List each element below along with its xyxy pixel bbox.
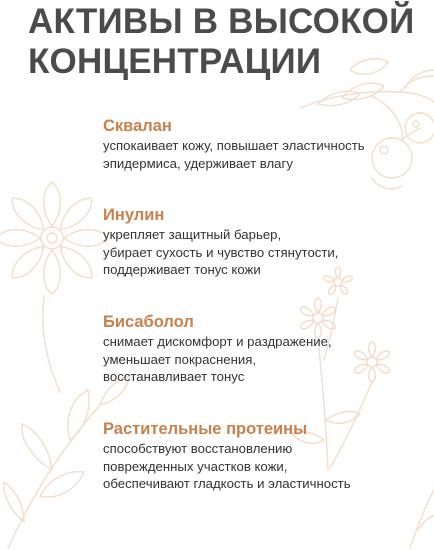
active-item-bisabolol bbox=[103, 312, 428, 386]
active-title: Бисаболол bbox=[103, 313, 194, 331]
description-line: снимает дискомфорт и раздражение, bbox=[103, 334, 332, 349]
active-item-plant-proteins bbox=[103, 419, 428, 493]
active-title: Инулин bbox=[103, 206, 165, 224]
page-title-line-1: АКТИВЫ В ВЫСОКОЙ bbox=[28, 2, 415, 41]
active-description bbox=[103, 137, 428, 172]
active-item-inulin bbox=[103, 205, 428, 279]
active-item-squalane bbox=[103, 116, 428, 172]
description-line: уменьшает покраснения, bbox=[103, 351, 257, 367]
description-line: укрепляет защитный барьер, bbox=[103, 227, 282, 242]
description-line: поддерживает тонус кожи bbox=[103, 262, 261, 277]
active-description bbox=[103, 440, 428, 493]
active-description bbox=[103, 226, 428, 279]
description-line: способствуют восстановлению bbox=[103, 441, 293, 456]
description-line: обеспечивают гладкость и эластичность bbox=[103, 476, 351, 491]
active-description bbox=[103, 333, 428, 386]
daisy-flower-icon bbox=[0, 182, 108, 392]
description-line: эпидермиса, удерживает влагу bbox=[103, 155, 293, 171]
description-line: поврежденных участков кожи, bbox=[103, 458, 288, 474]
page-title bbox=[28, 2, 428, 82]
description-line: успокаивает кожу, повышает эластичность bbox=[103, 138, 365, 153]
active-title: Сквалан bbox=[103, 117, 172, 135]
description-line: восстанавливает тонус bbox=[103, 369, 245, 384]
description-line: убирает сухость и чувство стянутости, bbox=[103, 244, 339, 260]
active-title: Растительные протеины bbox=[103, 420, 308, 438]
page-title-line-2: КОНЦЕНТРАЦИИ bbox=[28, 42, 322, 81]
